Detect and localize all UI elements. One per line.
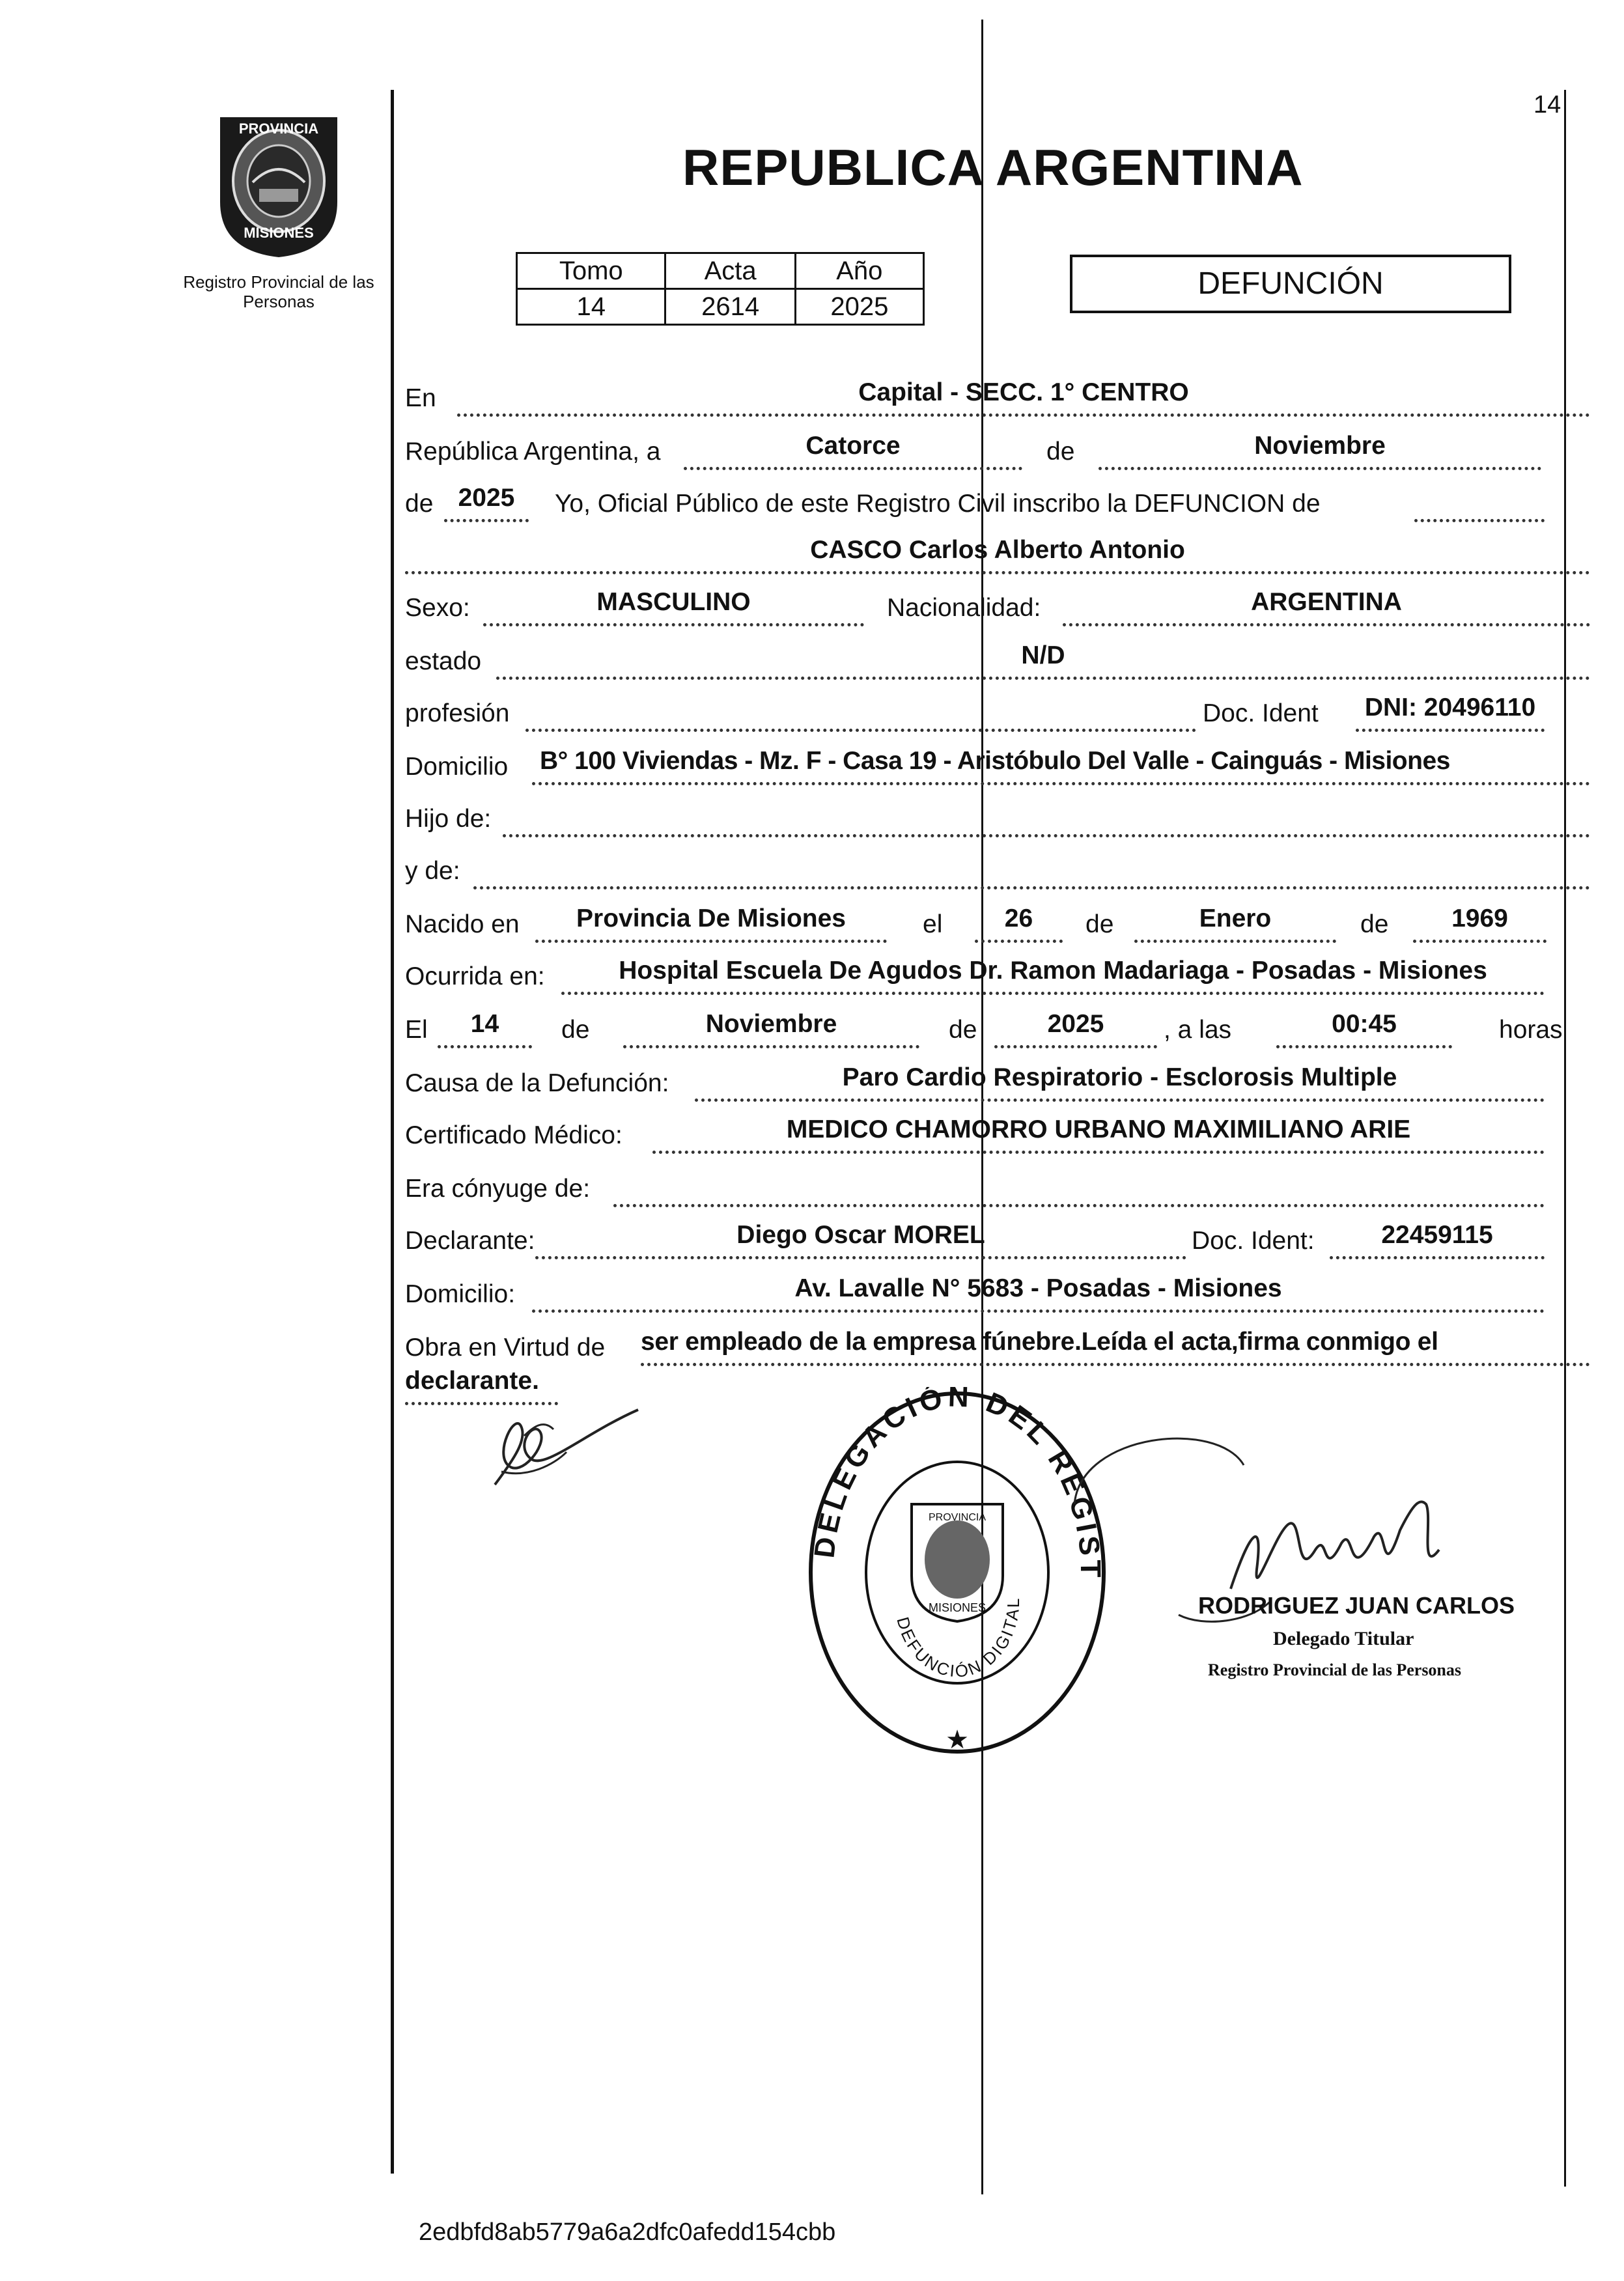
row-hijo-de <box>405 798 1590 837</box>
profesion-label: profesión <box>405 699 510 727</box>
ocurrida-en-label: Ocurrida en: <box>405 962 545 990</box>
row-profesion <box>405 693 1590 732</box>
row-domicilio <box>405 746 1590 785</box>
doc-ident-label: Doc. Ident <box>1203 699 1319 727</box>
row-declarante <box>405 1220 1590 1259</box>
estado-label: estado <box>405 647 482 675</box>
row-conyuge <box>405 1168 1590 1207</box>
month-field <box>1099 427 1541 470</box>
de2-label: de <box>405 490 434 518</box>
year-value: 2025 <box>458 484 515 512</box>
obra-label: Obra en Virtud de <box>405 1334 606 1362</box>
declarante-doc-value: 22459115 <box>1381 1221 1493 1249</box>
row-nombre <box>405 535 1590 574</box>
official-org: Registro Provincial de las Personas <box>1208 1660 1462 1679</box>
obra-value-line1: ser empleado de la empresa fúnebre.Leída el acta,firma conmigo el <box>641 1328 1438 1356</box>
inscribo-tail-field <box>1414 479 1545 522</box>
birth-day-field <box>975 899 1063 943</box>
birth-year-field <box>1413 899 1547 943</box>
death-de2-label: de <box>949 1016 977 1044</box>
page-number: 14 <box>1533 91 1561 119</box>
el2-label: El <box>405 1016 428 1044</box>
y-de-label: y de: <box>405 857 460 885</box>
declarante-domicilio-field <box>532 1269 1545 1313</box>
header-ano: Año <box>795 253 923 289</box>
death-day-field <box>438 1005 532 1048</box>
record-number-table <box>516 252 925 326</box>
inscribo-text: Yo, Oficial Público de este Registro Civil inscribo la DEFUNCION de <box>555 490 1321 518</box>
birth-month-value: Enero <box>1199 904 1272 932</box>
row-sexo <box>405 587 1590 626</box>
year-field <box>444 479 529 522</box>
death-de-label: de <box>561 1016 590 1044</box>
seal-logo-top: PROVINCIA <box>928 1512 987 1523</box>
nacionalidad-label: Nacionalidad: <box>887 594 1041 622</box>
declarante-domicilio-label: Domicilio: <box>405 1280 516 1308</box>
profesion-field <box>525 688 1196 732</box>
obra-field <box>641 1322 1590 1366</box>
certificado-field <box>652 1110 1545 1154</box>
causa-field <box>695 1058 1545 1102</box>
domicilio-value: B° 100 Viviendas - Mz. F - Casa 19 - Aristóbulo Del Valle - Cainguás - Misiones <box>540 747 1450 775</box>
row-declarante-domicilio <box>405 1274 1590 1313</box>
seal-inner-text: DEFUNCIÓN DIGITAL <box>893 1596 1024 1681</box>
death-time-value: 00:45 <box>1332 1010 1397 1038</box>
y-de-field <box>473 846 1590 889</box>
death-time-field <box>1276 1005 1452 1048</box>
day-words-value: Catorce <box>805 432 901 460</box>
estado-value: N/D <box>1021 641 1065 669</box>
death-month-field <box>623 1005 919 1048</box>
birth-de-label: de <box>1085 910 1114 938</box>
birth-day-value: 26 <box>1004 904 1033 932</box>
domicilio-label: Domicilio <box>405 753 509 781</box>
page-title: REPUBLICA ARGENTINA <box>682 139 1304 196</box>
death-day-value: 14 <box>470 1010 499 1038</box>
sexo-value: MASCULINO <box>596 588 751 616</box>
document-hash: 2edbfd8ab5779a6a2dfc0afedd154cbb <box>419 2218 836 2246</box>
row-en <box>405 378 1590 417</box>
conyuge-field <box>613 1164 1545 1207</box>
en-field <box>457 373 1590 417</box>
death-year-value: 2025 <box>1047 1010 1104 1038</box>
act-type-box: DEFUNCIÓN <box>1070 255 1511 313</box>
day-words-field <box>684 427 1022 470</box>
official-name: RODRIGUEZ JUAN CARLOS <box>1198 1592 1515 1619</box>
row-causa <box>405 1063 1590 1102</box>
declarante-doc-field <box>1330 1216 1545 1259</box>
death-month-value: Noviembre <box>705 1010 837 1038</box>
row-nacimiento <box>405 904 1590 943</box>
de-label: de <box>1046 438 1075 466</box>
el-label: el <box>923 910 943 938</box>
domicilio-field <box>532 742 1590 785</box>
nacido-en-value: Provincia De Misiones <box>576 904 846 932</box>
row-fecha-defuncion <box>405 1009 1590 1048</box>
declarante-doc-label: Doc. Ident: <box>1192 1227 1315 1255</box>
header-acta: Acta <box>665 253 795 289</box>
en-label: En <box>405 384 436 412</box>
row-fecha <box>405 431 1590 470</box>
declarante-label: Declarante: <box>405 1227 535 1255</box>
row-inscripcion <box>405 483 1590 522</box>
hijo-de-label: Hijo de: <box>405 805 492 833</box>
nacido-en-field <box>535 899 887 943</box>
row-y-de <box>405 850 1590 889</box>
declarante-value: Diego Oscar MOREL <box>736 1221 985 1249</box>
header-tomo: Tomo <box>517 253 665 289</box>
value-acta: 2614 <box>665 289 795 325</box>
row-estado <box>405 641 1590 680</box>
a-las-label: , a las <box>1164 1016 1232 1044</box>
obra-value-line2: declarante. <box>405 1367 539 1395</box>
svg-text:★: ★ <box>945 1726 969 1754</box>
full-name-value: CASCO Carlos Alberto Antonio <box>810 536 1185 564</box>
death-year-field <box>994 1005 1157 1048</box>
left-margin-line <box>391 90 394 2174</box>
certificado-label: Certificado Médico: <box>405 1121 623 1149</box>
nacido-en-label: Nacido en <box>405 910 520 938</box>
birth-month-field <box>1134 899 1336 943</box>
row-obra <box>405 1327 1590 1366</box>
certificado-value: MEDICO CHAMORRO URBANO MAXIMILIANO ARIE <box>786 1115 1411 1143</box>
birth-de2-label: de <box>1360 910 1389 938</box>
official-role: Delegado Titular <box>1273 1628 1414 1649</box>
row-certificado <box>405 1115 1590 1154</box>
republica-label: República Argentina, a <box>405 438 661 466</box>
causa-value: Paro Cardio Respiratorio - Esclorosis Multiple <box>842 1063 1397 1091</box>
hijo-de-field <box>503 794 1590 837</box>
birth-year-value: 1969 <box>1451 904 1508 932</box>
estado-field <box>496 636 1590 680</box>
value-tomo: 14 <box>517 289 665 325</box>
declarante-domicilio-value: Av. Lavalle N° 5683 - Posadas - Misiones <box>794 1274 1282 1302</box>
logo-top-text: PROVINCIA <box>238 120 319 137</box>
nacionalidad-field <box>1063 583 1590 626</box>
declarant-signature <box>469 1387 651 1504</box>
nacionalidad-value: ARGENTINA <box>1251 588 1402 616</box>
ocurrida-en-value: Hospital Escuela De Agudos Dr. Ramon Madariaga - Posadas - Misiones <box>619 957 1487 985</box>
doc-ident-field <box>1356 688 1545 732</box>
full-name-field <box>405 531 1590 574</box>
horas-label: horas <box>1499 1016 1563 1044</box>
ocurrida-en-field <box>561 951 1545 995</box>
month-value: Noviembre <box>1254 432 1386 460</box>
sexo-label: Sexo: <box>405 594 470 622</box>
value-ano: 2025 <box>795 289 923 325</box>
seal-logo-bottom: MISIONES <box>928 1601 987 1614</box>
logo-bottom-text: MISIONES <box>244 225 314 241</box>
declarante-field <box>535 1216 1186 1259</box>
province-coat-of-arms-logo <box>207 104 350 260</box>
conyuge-label: Era cónyuge de: <box>405 1175 591 1203</box>
en-value: Capital - SECC. 1° CENTRO <box>858 378 1189 406</box>
causa-label: Causa de la Defunción: <box>405 1069 669 1097</box>
fold-line <box>981 20 983 2194</box>
doc-ident-value: DNI: 20496110 <box>1364 693 1536 721</box>
registry-label: Registro Provincial de las Personas <box>183 272 374 311</box>
sexo-field <box>483 583 864 626</box>
seal-ring-text: DELEGACIÓN DEL REGIST <box>808 1387 1107 1582</box>
row-ocurrida <box>405 956 1590 995</box>
